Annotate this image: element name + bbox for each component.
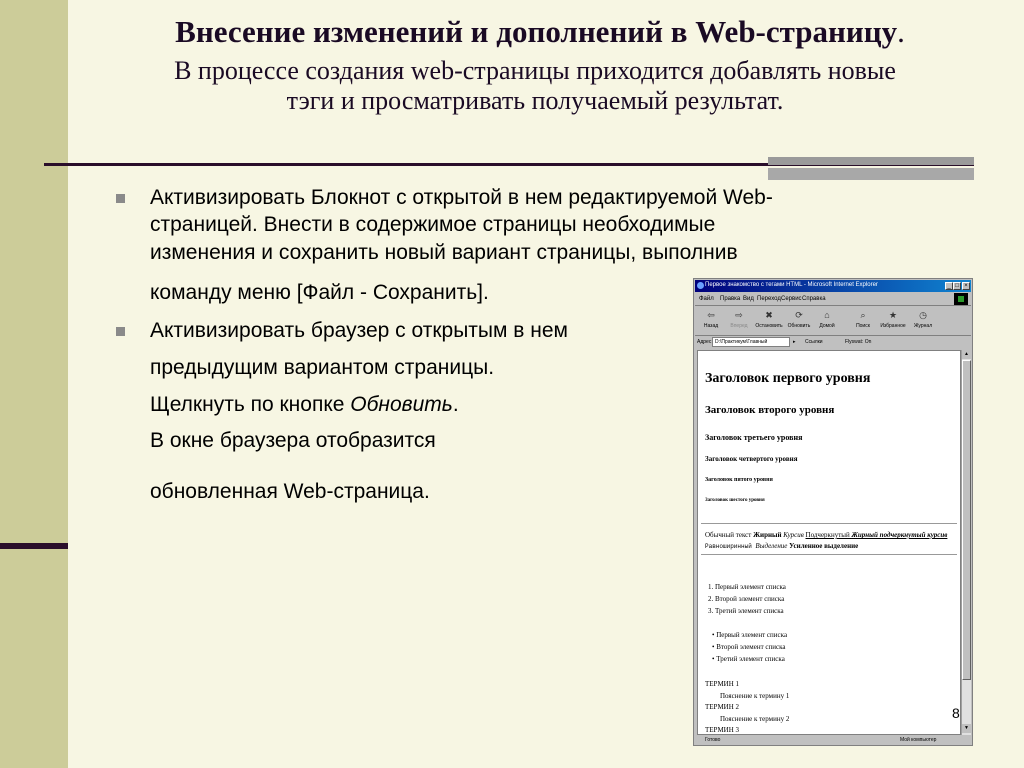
ie-icon — [697, 282, 704, 289]
back-arrow-icon: ⇦ — [707, 310, 715, 320]
slide-title-text: Внесение изменений и дополнений в Web-страницу — [175, 14, 898, 49]
left-decorative-band — [0, 0, 68, 768]
flyswat-button[interactable]: Flyswat: On — [845, 339, 872, 345]
ordered-list-item: 3. Третий элемент списка — [708, 607, 784, 615]
page-heading-1: Заголовок первого уровня — [705, 371, 871, 386]
toolbar-home-label: Домой — [819, 323, 835, 329]
browser-menubar — [695, 293, 971, 306]
browser-toolbar — [695, 307, 971, 336]
toolbar-favorites-label: Избранное — [880, 323, 906, 329]
menu-help[interactable]: Справка — [802, 296, 826, 302]
page-heading-3: Заголовок третьего уровня — [705, 433, 803, 442]
browser-titlebar — [695, 280, 971, 292]
definition-description: Пояснение к термину 1 — [720, 692, 790, 700]
definition-term: ТЕРМИН 1 — [705, 680, 740, 688]
page-heading-6: Заголовок шестого уровня — [705, 498, 765, 503]
scroll-down-icon[interactable]: ▼ — [962, 724, 971, 733]
unordered-list-item: • Третий элемент списка — [712, 655, 785, 663]
ordered-list-item: 1. Первый элемент списка — [708, 583, 786, 591]
browser-window-title: Первое знакомство с тегами HTML - Microsoft Internet Explorer — [705, 282, 878, 288]
toolbar-refresh-label: Обновить — [787, 323, 811, 329]
minimize-icon[interactable]: _ — [945, 282, 953, 290]
toolbar-history-button[interactable] — [909, 308, 937, 334]
unordered-list-item: • Первый элемент списка — [712, 631, 788, 639]
toolbar-home-button[interactable] — [813, 308, 841, 334]
bullet-2-line-4: В окне браузера отобразится — [150, 429, 436, 452]
vertical-scrollbar[interactable] — [961, 350, 971, 735]
page-heading-4: Заголовок четвертого уровня — [705, 455, 798, 463]
emphasis-text: Выделение — [755, 542, 790, 550]
page-number: 8 — [952, 705, 960, 721]
toolbar-refresh-button[interactable] — [785, 308, 813, 334]
menu-file[interactable]: Файл — [699, 296, 714, 302]
forward-arrow-icon: ⇨ — [735, 310, 743, 320]
address-go-button[interactable]: ▸ — [793, 339, 796, 345]
status-zone-text: Мой компьютер — [900, 737, 937, 743]
bold-italic-underline-text: Жирный подчеркнутый курсив — [851, 531, 948, 539]
bold-text: Жирный — [753, 531, 784, 539]
menu-edit[interactable]: Правка — [720, 296, 741, 302]
bullet-2-line-2: предыдущим вариантом страницы. — [150, 356, 495, 379]
bullet-2-line-1: Активизировать браузер с открытым в нем — [150, 319, 568, 342]
address-input[interactable]: D:\Практикум\Главный — [712, 337, 790, 347]
stop-icon: ✖ — [765, 310, 773, 320]
definition-term: ТЕРМИН 2 — [705, 703, 740, 711]
favorites-icon: ★ — [888, 310, 898, 320]
refresh-button-name: Обновить — [350, 393, 453, 416]
slide-title-dot: . — [897, 14, 905, 49]
home-icon: ⌂ — [824, 310, 830, 320]
left-accent-bar — [0, 543, 68, 549]
menu-tools[interactable]: Сервис — [781, 296, 802, 302]
address-label: Адрес — [697, 339, 712, 345]
toolbar-search-label: Поиск — [856, 323, 870, 329]
toolbar-back-button[interactable] — [697, 308, 725, 334]
definition-description: Пояснение к термину 2 — [720, 715, 790, 723]
bullet-2-line-3-post: . — [452, 393, 459, 416]
toolbar-forward-button[interactable] — [725, 308, 753, 334]
maximize-icon[interactable]: □ — [953, 282, 961, 290]
toolbar-favorites-button[interactable] — [879, 308, 907, 334]
title-divider-block-bottom — [768, 168, 974, 180]
browser-address-bar — [695, 336, 971, 348]
strong-text: Усиленное выделение — [789, 542, 859, 550]
bullet-2-line-5: обновленная Web-страница. — [150, 480, 430, 503]
menu-view[interactable]: Вид — [743, 296, 754, 302]
bullet-1-line-3: изменения и сохранить новый вариант страницы, выполнив — [150, 241, 738, 264]
subtitle-line-2: тэги и просматривать получаемый результат. — [286, 86, 784, 115]
subtitle-line-1: В процессе создания web-страницы приходится добавлять новые — [174, 56, 896, 85]
ordered-list-item: 2. Второй элемент списка — [708, 595, 785, 603]
history-icon: ◷ — [919, 310, 927, 320]
bullet-2-line-3 — [150, 392, 459, 418]
toolbar-stop-button[interactable] — [755, 308, 783, 334]
scroll-thumb[interactable] — [962, 360, 971, 680]
status-ready-text: Готово — [705, 737, 721, 743]
refresh-icon: ⟳ — [795, 310, 803, 320]
underline-text: Подчеркнутый — [805, 531, 852, 539]
bullet-marker-2 — [116, 327, 125, 336]
toolbar-back-label: Назад — [703, 323, 719, 329]
definition-term: ТЕРМИН 3 — [705, 726, 740, 734]
bullet-1-line-2: страницей. Внести в содержимое страницы необходимые — [150, 213, 716, 236]
title-divider-block-top — [768, 157, 974, 165]
bullet-1-line-1: Активизировать Блокнот с открытой в нем редактируемой Web- — [150, 186, 773, 209]
monospace-text: Равноширинный — [705, 543, 756, 550]
search-icon: ⌕ — [860, 310, 866, 320]
browser-status-bar — [695, 736, 971, 745]
italic-text: Курсив — [783, 531, 806, 539]
close-icon[interactable]: × — [962, 282, 970, 290]
menu-go[interactable]: Переход — [757, 296, 781, 302]
plain-text: Обычный текст — [705, 531, 754, 539]
horizontal-rule-1 — [701, 523, 957, 524]
toolbar-forward-label: Вперед — [730, 323, 748, 329]
slide-subtitle — [110, 56, 960, 116]
page-heading-2: Заголовок второго уровня — [705, 404, 835, 416]
toolbar-search-button[interactable] — [849, 308, 877, 334]
unordered-list-item: • Второй элемент списка — [712, 643, 786, 651]
formatted-text-line-1 — [705, 531, 947, 539]
browser-screenshot — [693, 278, 973, 746]
page-heading-5: Заголовок пятого уровня — [705, 477, 773, 483]
links-button[interactable]: Ссылки — [805, 339, 823, 345]
scroll-up-icon[interactable]: ▲ — [962, 350, 971, 359]
bullet-marker-1 — [116, 194, 125, 203]
horizontal-rule-2 — [701, 554, 957, 555]
formatted-text-line-2 — [705, 542, 858, 550]
slide-title — [80, 14, 1000, 50]
bullet-1-line-4: команду меню [Файл - Сохранить]. — [150, 281, 489, 304]
windows-logo-icon — [954, 293, 968, 305]
toolbar-history-label: Журнал — [913, 323, 933, 329]
browser-page-content — [697, 350, 961, 735]
toolbar-stop-label: Остановить — [755, 323, 783, 329]
bullet-2-line-3-pre: Щелкнуть по кнопке — [150, 393, 351, 416]
